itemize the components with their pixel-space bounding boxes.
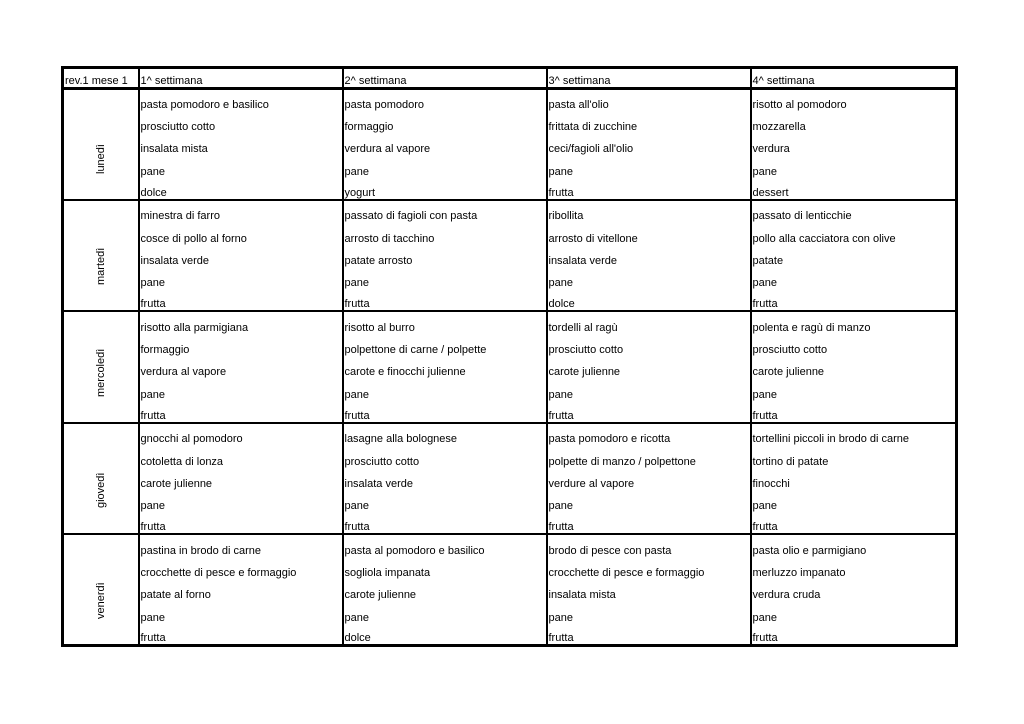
- menu-row: [63, 334, 957, 356]
- menu-row: [63, 423, 957, 445]
- dish-cell: sogliola impanata: [343, 557, 547, 579]
- dish-cell: minestra di farro: [139, 200, 343, 222]
- dish-cell: pane: [751, 601, 957, 623]
- menu-row: [63, 490, 957, 512]
- dish-cell: frutta: [547, 624, 751, 646]
- dish-cell: lasagne alla bolognese: [343, 423, 547, 445]
- dish-cell: pasta olio e parmigiano: [751, 534, 957, 556]
- dish-cell: frutta: [139, 401, 343, 423]
- menu-row: [63, 624, 957, 646]
- dish-cell: polpettone di carne / polpette: [343, 334, 547, 356]
- dish-cell: patate: [751, 245, 957, 267]
- dish-cell: frutta: [751, 289, 957, 311]
- menu-row: [63, 155, 957, 177]
- dish-cell: dolce: [139, 178, 343, 200]
- dish-cell: polpette di manzo / polpettone: [547, 445, 751, 467]
- dish-cell: arrosto di vitellone: [547, 222, 751, 244]
- dish-cell: insalata mista: [547, 579, 751, 601]
- menu-row: [63, 445, 957, 467]
- menu-body: [63, 68, 957, 646]
- menu-row: [63, 378, 957, 400]
- menu-row: [63, 557, 957, 579]
- dish-cell: dolce: [343, 624, 547, 646]
- dish-cell: frutta: [547, 512, 751, 534]
- menu-row: [63, 356, 957, 378]
- dish-cell: pane: [547, 490, 751, 512]
- dish-cell: mozzarella: [751, 111, 957, 133]
- dish-cell: carote julienne: [547, 356, 751, 378]
- dish-cell: pane: [139, 490, 343, 512]
- dish-cell: risotto alla parmigiana: [139, 311, 343, 333]
- dish-cell: insalata mista: [139, 133, 343, 155]
- dish-cell: pasta pomodoro e ricotta: [547, 423, 751, 445]
- dish-cell: risotto al pomodoro: [751, 89, 957, 111]
- dish-cell: pane: [751, 155, 957, 177]
- dish-cell: insalata verde: [139, 245, 343, 267]
- menu-row: [63, 133, 957, 155]
- dish-cell: pane: [343, 155, 547, 177]
- dish-cell: prosciutto cotto: [547, 334, 751, 356]
- dish-cell: cotoletta di lonza: [139, 445, 343, 467]
- menu-row: [63, 534, 957, 556]
- menu-row: [63, 579, 957, 601]
- menu-row: [63, 200, 957, 222]
- menu-row: [63, 178, 957, 200]
- day-label: martedì: [94, 248, 107, 286]
- dish-cell: frutta: [751, 512, 957, 534]
- day-label: venerdì: [94, 582, 107, 620]
- dish-cell: formaggio: [139, 334, 343, 356]
- menu-row: [63, 601, 957, 623]
- dish-cell: ribollita: [547, 200, 751, 222]
- day-label: lunedì: [94, 144, 107, 174]
- dish-cell: risotto al burro: [343, 311, 547, 333]
- dish-cell: patate al forno: [139, 579, 343, 601]
- dish-cell: pane: [751, 267, 957, 289]
- dish-cell: passato di lenticchie: [751, 200, 957, 222]
- dish-cell: pane: [139, 378, 343, 400]
- dish-cell: pane: [751, 378, 957, 400]
- dish-cell: pastina in brodo di carne: [139, 534, 343, 556]
- week-header-2: 2^ settimana: [343, 68, 547, 89]
- menu-row: [63, 222, 957, 244]
- menu-row: [63, 401, 957, 423]
- dish-cell: pane: [343, 601, 547, 623]
- dish-cell: brodo di pesce con pasta: [547, 534, 751, 556]
- dish-cell: frutta: [139, 289, 343, 311]
- day-cell: [63, 423, 139, 534]
- dish-cell: verdura: [751, 133, 957, 155]
- dish-cell: prosciutto cotto: [343, 445, 547, 467]
- header-row: [63, 68, 957, 89]
- dish-cell: insalata verde: [343, 468, 547, 490]
- dish-cell: frutta: [343, 289, 547, 311]
- dish-cell: pane: [343, 378, 547, 400]
- menu-row: [63, 468, 957, 490]
- dish-cell: tortino di patate: [751, 445, 957, 467]
- dish-cell: passato di fagioli con pasta: [343, 200, 547, 222]
- menu-row: [63, 111, 957, 133]
- dish-cell: pane: [547, 155, 751, 177]
- day-label: mercoledì: [94, 348, 107, 397]
- dish-cell: frutta: [139, 512, 343, 534]
- dish-cell: tordelli al ragù: [547, 311, 751, 333]
- dish-cell: carote e finocchi julienne: [343, 356, 547, 378]
- menu-row: [63, 267, 957, 289]
- revision-cell: rev.1 mese 1: [63, 68, 139, 89]
- dish-cell: polenta e ragù di manzo: [751, 311, 957, 333]
- dish-cell: gnocchi al pomodoro: [139, 423, 343, 445]
- dish-cell: frutta: [343, 401, 547, 423]
- dish-cell: dolce: [547, 289, 751, 311]
- dish-cell: frutta: [751, 624, 957, 646]
- menu-table: [61, 66, 958, 647]
- dish-cell: pane: [343, 267, 547, 289]
- week-header-3: 3^ settimana: [547, 68, 751, 89]
- menu-row: [63, 512, 957, 534]
- week-header-1: 1^ settimana: [139, 68, 343, 89]
- dish-cell: cosce di pollo al forno: [139, 222, 343, 244]
- dish-cell: arrosto di tacchino: [343, 222, 547, 244]
- week-header-4: 4^ settimana: [751, 68, 957, 89]
- dish-cell: pane: [547, 378, 751, 400]
- dish-cell: dessert: [751, 178, 957, 200]
- menu-row: [63, 311, 957, 333]
- menu-row: [63, 89, 957, 111]
- menu-row: [63, 289, 957, 311]
- dish-cell: verdura cruda: [751, 579, 957, 601]
- dish-cell: frittata di zucchine: [547, 111, 751, 133]
- menu-row: [63, 245, 957, 267]
- dish-cell: pasta pomodoro e basilico: [139, 89, 343, 111]
- dish-cell: pollo alla cacciatora con olive: [751, 222, 957, 244]
- dish-cell: finocchi: [751, 468, 957, 490]
- dish-cell: insalata verde: [547, 245, 751, 267]
- day-cell: [63, 89, 139, 200]
- dish-cell: verdura al vapore: [343, 133, 547, 155]
- dish-cell: pane: [751, 490, 957, 512]
- day-cell: [63, 200, 139, 311]
- dish-cell: crocchette di pesce e formaggio: [547, 557, 751, 579]
- dish-cell: carote julienne: [343, 579, 547, 601]
- dish-cell: frutta: [547, 178, 751, 200]
- dish-cell: pane: [547, 601, 751, 623]
- day-cell: [63, 311, 139, 422]
- dish-cell: pane: [547, 267, 751, 289]
- dish-cell: yogurt: [343, 178, 547, 200]
- dish-cell: carote julienne: [139, 468, 343, 490]
- dish-cell: patate arrosto: [343, 245, 547, 267]
- dish-cell: pane: [139, 601, 343, 623]
- dish-cell: merluzzo impanato: [751, 557, 957, 579]
- dish-cell: ceci/fagioli all'olio: [547, 133, 751, 155]
- dish-cell: crocchette di pesce e formaggio: [139, 557, 343, 579]
- dish-cell: verdura al vapore: [139, 356, 343, 378]
- dish-cell: pasta all'olio: [547, 89, 751, 111]
- dish-cell: prosciutto cotto: [751, 334, 957, 356]
- dish-cell: tortellini piccoli in brodo di carne: [751, 423, 957, 445]
- day-label: giovedì: [94, 472, 107, 509]
- dish-cell: pasta al pomodoro e basilico: [343, 534, 547, 556]
- dish-cell: prosciutto cotto: [139, 111, 343, 133]
- dish-cell: pane: [343, 490, 547, 512]
- dish-cell: pane: [139, 155, 343, 177]
- dish-cell: frutta: [751, 401, 957, 423]
- dish-cell: formaggio: [343, 111, 547, 133]
- dish-cell: carote julienne: [751, 356, 957, 378]
- dish-cell: frutta: [343, 512, 547, 534]
- dish-cell: pane: [139, 267, 343, 289]
- dish-cell: pasta pomodoro: [343, 89, 547, 111]
- dish-cell: frutta: [547, 401, 751, 423]
- dish-cell: verdure al vapore: [547, 468, 751, 490]
- day-cell: [63, 534, 139, 645]
- dish-cell: frutta: [139, 624, 343, 646]
